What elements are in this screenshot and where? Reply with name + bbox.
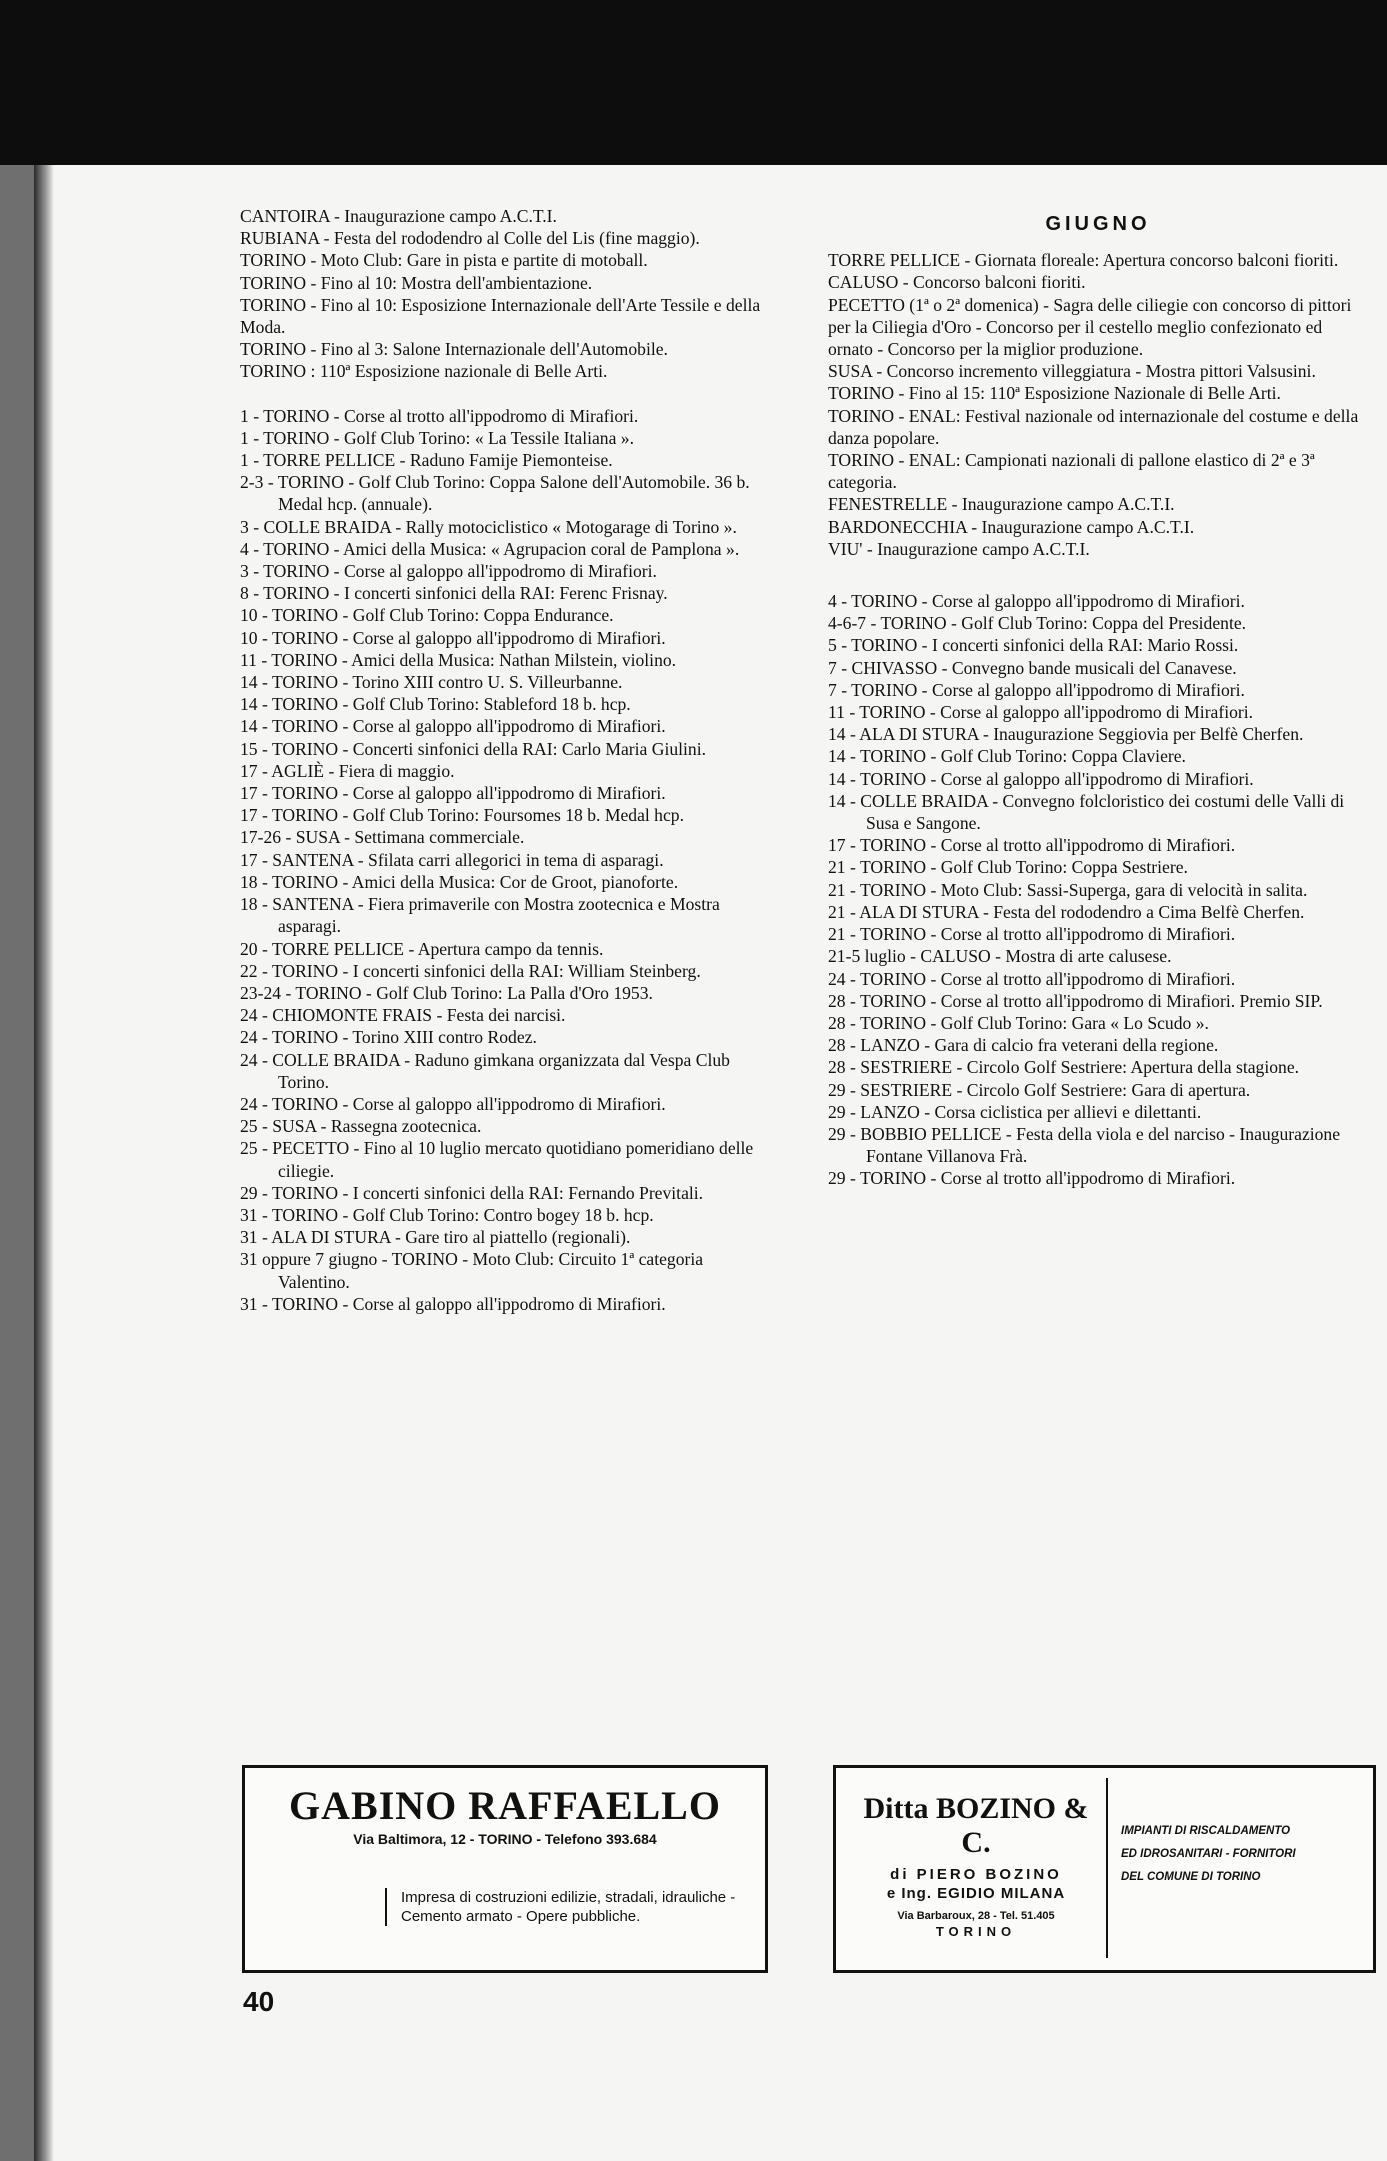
event-text: - TORINO - Amici della Musica: « Agrupacion coral de Pamplona ».: [253, 538, 740, 559]
advert-partner: e Ing. EGIDIO MILANA: [886, 1885, 1066, 1902]
event-date: 17: [828, 835, 846, 856]
scan-top-border: [0, 0, 1387, 165]
advert-gabino-raffaello: [242, 1765, 768, 1973]
event-date: 24: [240, 1005, 258, 1026]
event-entry: [828, 612, 1368, 634]
event-text: - TORINO - I concerti sinfonici della RAI: Ferenc Frisnay.: [253, 583, 668, 604]
event-entry: [240, 782, 778, 804]
event-date: 29: [240, 1182, 258, 1203]
event-text: - TORINO - Corse al trotto all'ippodromo di Mirafiori.: [850, 924, 1236, 945]
header-line: VIU' - Inaugurazione campo A.C.T.I.: [828, 538, 1090, 559]
event-entry: [828, 679, 1368, 701]
event-text: - TORINO - Golf Club Torino: Coppa Salone dell'Automobile. 36 b. Medal hcp. (annuale).: [267, 472, 750, 515]
event-entry: [240, 826, 778, 848]
event-text: - SUSA - Settimana commerciale.: [285, 827, 525, 848]
event-text: - PECETTO - Fino al 10 luglio mercato quotidiano pomeridiano delle ciliegie.: [262, 1138, 754, 1181]
event-entry: [240, 738, 778, 760]
event-text: - TORINO - Golf Club Torino: Coppa del Presidente.: [870, 613, 1247, 634]
event-entry: [828, 657, 1368, 679]
event-text: - TORRE PELLICE - Apertura campo da tennis.: [262, 938, 604, 959]
header-line: CALUSO - Concorso balconi fioriti.: [828, 272, 1086, 293]
event-date: 21-5: [828, 946, 861, 967]
right-entries-list: [828, 590, 1368, 1189]
event-text: - LANZO - Corsa ciclistica per allievi e dilettanti.: [850, 1101, 1202, 1122]
event-text: oppure 7 giugno - TORINO - Moto Club: Circuito 1ª categoria Valentino.: [262, 1249, 704, 1292]
event-date: 4: [240, 538, 249, 559]
event-date: 29: [828, 1168, 846, 1189]
event-entry: [240, 449, 778, 471]
header-line: BARDONECCHIA - Inaugurazione campo A.C.T.I.: [828, 516, 1195, 537]
event-date: 1: [240, 450, 249, 471]
event-date: 14: [828, 746, 846, 767]
event-entry: [828, 1167, 1368, 1189]
event-date: 28: [828, 1035, 846, 1056]
event-text: - TORINO - Golf Club Torino: Coppa Claviere.: [850, 746, 1186, 767]
event-entry: [240, 516, 778, 538]
event-text: - TORINO - Torino XIII contro U. S. Villeurbanne.: [262, 672, 623, 693]
event-entry: [240, 1204, 778, 1226]
header-line: RUBIANA - Festa del rododendro al Colle del Lis (fine maggio).: [240, 228, 700, 249]
event-date: 21: [828, 857, 846, 878]
event-entry: [828, 1034, 1368, 1056]
event-date: 20: [240, 938, 258, 959]
event-text: luglio - CALUSO - Mostra di arte calusese.: [864, 946, 1172, 967]
event-date: 14: [240, 716, 258, 737]
event-entry: [240, 627, 778, 649]
event-entry: [240, 427, 778, 449]
event-date: 17: [240, 760, 258, 781]
event-date: 7: [828, 679, 837, 700]
event-entry: [240, 1115, 778, 1137]
event-entry: [240, 1026, 778, 1048]
event-entry: [828, 790, 1368, 834]
event-text: - ALA DI STURA - Gare tiro al piattello (regionali).: [262, 1227, 631, 1248]
event-entry: [240, 804, 778, 826]
event-entry: [240, 893, 778, 937]
event-date: 31: [240, 1204, 258, 1225]
event-entry: [240, 1293, 778, 1315]
event-text: - TORINO - Golf Club Torino: Stableford 18 b. hcp.: [262, 694, 631, 715]
event-text: - TORINO - Corse al galoppo all'ippodromo di Mirafiori.: [262, 1293, 666, 1314]
event-date: 25: [240, 1138, 258, 1159]
header-line: TORINO - Moto Club: Gare in pista e partite di motoball.: [240, 250, 648, 271]
advert-service-line: ED IDROSANITARI - FORNITORI: [1121, 1848, 1296, 1860]
event-entry: [240, 938, 778, 960]
event-text: - TORINO - Corse al galoppo all'ippodromo di Mirafiori.: [841, 679, 1245, 700]
event-text: - COLLE BRAIDA - Raduno gimkana organizzata dal Vespa Club Torino.: [262, 1049, 730, 1092]
event-entry: [240, 560, 778, 582]
event-entry: [828, 856, 1368, 878]
event-entry: [240, 1093, 778, 1115]
advert-services: [1121, 1820, 1361, 1889]
event-text: - TORINO - Corse al galoppo all'ippodromo di Mirafiori.: [262, 627, 666, 648]
event-entry: [240, 1049, 778, 1093]
event-entry: [828, 990, 1368, 1012]
event-entry: [828, 745, 1368, 767]
event-date: 18: [240, 894, 258, 915]
event-entry: [240, 960, 778, 982]
event-text: - COLLE BRAIDA - Rally motociclistico « Motogarage di Torino ».: [253, 516, 737, 537]
event-date: 14: [828, 724, 846, 745]
event-text: - TORINO - Corse al trotto all'ippodromo di Mirafiori.: [850, 968, 1236, 989]
header-line: SUSA - Concorso incremento villeggiatura - Mostra pittori Valsusini.: [828, 361, 1316, 382]
event-date: 14: [240, 672, 258, 693]
event-entry: [828, 968, 1368, 990]
event-text: - TORINO - Corse al galoppo all'ippodromo di Mirafiori.: [849, 702, 1254, 723]
left-header-block: [240, 205, 778, 383]
event-entry: [240, 671, 778, 693]
event-date: 15: [240, 738, 258, 759]
event-entry: [828, 723, 1368, 745]
event-text: - TORINO - Corse al galoppo all'ippodromo di Mirafiori.: [262, 716, 666, 737]
event-text: - TORINO - Golf Club Torino: Gara « Lo Scudo ».: [850, 1012, 1209, 1033]
advert-address: Via Barbaroux, 28 - Tel. 51.405: [897, 1910, 1055, 1922]
event-entry: [828, 768, 1368, 790]
event-text: - TORINO - I concerti sinfonici della RAI: Mario Rossi.: [841, 635, 1239, 656]
event-entry: [240, 604, 778, 626]
event-text: - TORINO - Corse al trotto all'ippodromo di Mirafiori.: [850, 835, 1236, 856]
event-text: - TORINO - Golf Club Torino: Coppa Endurance.: [262, 605, 614, 626]
event-text: - SANTENA - Sfilata carri allegorici in tema di asparagi.: [262, 849, 664, 870]
advert-owner: di PIERO BOZINO: [890, 1866, 1062, 1883]
event-text: - SANTENA - Fiera primaverile con Mostra zootecnica e Mostra asparagi.: [262, 894, 720, 937]
event-date: 31: [240, 1227, 258, 1248]
event-entry: [240, 1004, 778, 1026]
event-date: 10: [240, 627, 258, 648]
event-text: - SESTRIERE - Circolo Golf Sestriere: Gara di apertura.: [850, 1079, 1251, 1100]
event-date: 24: [240, 1027, 258, 1048]
header-line: TORINO - ENAL: Festival nazionale od internazionale del costume e della danza popolare.: [828, 405, 1359, 448]
event-entry: [240, 1226, 778, 1248]
event-date: 14: [240, 694, 258, 715]
event-date: 11: [240, 649, 257, 670]
month-title: GIUGNO: [1045, 213, 1151, 235]
event-entry: [240, 538, 778, 560]
header-line: CANTOIRA - Inaugurazione campo A.C.T.I.: [240, 206, 557, 226]
event-date: 21: [828, 879, 846, 900]
event-entry: [828, 923, 1368, 945]
event-text: - TORRE PELLICE - Raduno Famije Piemonteise.: [253, 450, 613, 471]
header-line: TORINO - Fino al 15: 110ª Esposizione Nazionale di Belle Arti.: [828, 383, 1281, 404]
event-date: 3: [240, 561, 249, 582]
advert-description: Impresa di costruzioni edilizie, stradali, idrauliche - Cemento armato - Opere pubbliche.: [385, 1888, 761, 1926]
event-text: - TORINO - Corse al trotto all'ippodromo di Mirafiori. Premio SIP.: [850, 990, 1323, 1011]
binding-shadow: [34, 165, 54, 2161]
left-entries-list: [240, 405, 778, 1315]
event-text: - TORINO - Moto Club: Sassi-Superga, gara di velocità in salita.: [850, 879, 1308, 900]
event-date: 11: [828, 702, 845, 723]
advert-address: Via Baltimora, 12 - TORINO - Telefono 393.684: [353, 1831, 657, 1847]
event-entry: [828, 945, 1368, 967]
event-entry: [240, 760, 778, 782]
event-entry: [240, 405, 778, 427]
event-entry: [828, 879, 1368, 901]
event-text: - TORINO - Torino XIII contro Rodez.: [262, 1027, 537, 1048]
event-date: 3: [240, 516, 249, 537]
advert-service-line: DEL COMUNE DI TORINO: [1121, 1871, 1261, 1883]
event-entry: [828, 701, 1368, 723]
event-text: - LANZO - Gara di calcio fra veterani della regione.: [850, 1035, 1219, 1056]
event-date: 1: [240, 405, 249, 426]
right-column: [828, 205, 1368, 1190]
event-date: 29: [828, 1123, 846, 1144]
event-date: 29: [828, 1101, 846, 1122]
event-date: 2-3: [240, 472, 264, 493]
event-entry: [240, 1182, 778, 1204]
event-date: 22: [240, 960, 258, 981]
event-text: - COLLE BRAIDA - Convegno folcloristico dei costumi delle Valli di Susa e Sangone.: [850, 790, 1345, 834]
event-date: 10: [240, 605, 258, 626]
event-entry: [828, 901, 1368, 923]
header-line: TORINO - Fino al 3: Salone Internazionale dell'Automobile.: [240, 339, 668, 360]
event-date: 1: [240, 427, 249, 448]
event-text: - TORINO - Corse al galoppo all'ippodromo di Mirafiori.: [841, 591, 1245, 612]
event-entry: [828, 1123, 1368, 1167]
event-date: 31: [240, 1293, 258, 1314]
event-entry: [828, 634, 1368, 656]
event-date: 24: [240, 1093, 258, 1114]
event-entry: [828, 1012, 1368, 1034]
event-date: 14: [828, 768, 846, 789]
event-text: - TORINO - Corse al galoppo all'ippodromo di Mirafiori.: [850, 768, 1254, 789]
event-entry: [828, 1079, 1368, 1101]
event-date: 31: [240, 1249, 258, 1270]
advert-ditta-bozino: [833, 1765, 1376, 1973]
event-date: 28: [828, 1012, 846, 1033]
event-date: 14: [828, 790, 846, 811]
event-entry: [828, 1056, 1368, 1078]
event-date: 4: [828, 591, 837, 612]
event-text: - ALA DI STURA - Festa del rododendro a Cima Belfè Cherfen.: [850, 901, 1305, 922]
event-text: - CHIVASSO - Convegno bande musicali del Canavese.: [841, 657, 1237, 678]
event-date: 28: [828, 990, 846, 1011]
event-text: - TORINO - Corse al trotto all'ippodromo di Mirafiori.: [253, 405, 639, 426]
event-text: - CHIOMONTE FRAIS - Festa dei narcisi.: [262, 1005, 566, 1026]
event-date: 28: [828, 1057, 846, 1078]
header-line: TORINO - Fino al 10: Esposizione Internazionale dell'Arte Tessile e della Moda.: [240, 294, 761, 338]
event-date: 24: [828, 968, 846, 989]
event-entry: [240, 649, 778, 671]
event-text: - TORINO - Golf Club Torino: Coppa Sestriere.: [850, 857, 1188, 878]
event-text: - TORINO - Golf Club Torino: « La Tessile Italiana ».: [253, 427, 635, 448]
event-text: - TORINO - Corse al galoppo all'ippodromo di Mirafiori.: [253, 561, 657, 582]
event-date: 21: [828, 924, 846, 945]
left-column: [240, 205, 778, 1315]
event-date: 17-26: [240, 827, 282, 848]
event-date: 17: [240, 849, 258, 870]
header-line: PECETTO (1ª o 2ª domenica) - Sagra delle ciliegie con concorso di pittori per la Ciliegia d'Oro - Concorso per il cestello meglio confezionato ed ornato - Concorso per la miglior produzione.: [828, 294, 1352, 360]
header-line: TORRE PELLICE - Giornata floreale: Apertura concorso balconi fioriti.: [828, 250, 1339, 271]
event-text: - ALA DI STURA - Inaugurazione Seggiovia per Belfè Cherfen.: [850, 724, 1304, 745]
header-line: TORINO - ENAL: Campionati nazionali di pallone elastico di 2ª e 3ª categoria.: [828, 450, 1315, 493]
event-text: - SESTRIERE - Circolo Golf Sestriere: Apertura della stagione.: [850, 1057, 1300, 1078]
event-date: 17: [240, 805, 258, 826]
event-entry: [240, 582, 778, 604]
event-date: 23-24: [240, 982, 282, 1003]
event-entry: [240, 693, 778, 715]
event-text: - TORINO - Amici della Musica: Cor de Groot, pianoforte.: [262, 871, 679, 892]
event-text: - BOBBIO PELLICE - Festa della viola e del narciso - Inaugurazione Fontane Villanova Frà.: [850, 1123, 1341, 1167]
page-number: 40: [243, 1986, 275, 2017]
advert-company-name: Ditta BOZINO & C.: [863, 1792, 1089, 1859]
event-entry: [828, 590, 1368, 612]
event-text: - TORINO - Concerti sinfonici della RAI: Carlo Maria Giulini.: [262, 738, 707, 759]
header-line: FENESTRELLE - Inaugurazione campo A.C.T.I.: [828, 494, 1175, 515]
event-text: - TORINO - I concerti sinfonici della RAI: Fernando Previtali.: [262, 1182, 704, 1203]
event-text: - TORINO - Golf Club Torino: La Palla d'Oro 1953.: [285, 982, 653, 1003]
event-date: 18: [240, 871, 258, 892]
header-line: TORINO - Fino al 10: Mostra dell'ambientazione.: [240, 272, 593, 293]
event-entry: [240, 715, 778, 737]
advert-company-block: [846, 1778, 1108, 1958]
event-entry: [240, 871, 778, 893]
event-entry: [240, 471, 778, 515]
event-text: - TORINO - Golf Club Torino: Foursomes 18 b. Medal hcp.: [262, 805, 684, 826]
advert-service-line: IMPIANTI DI RISCALDAMENTO: [1121, 1825, 1291, 1837]
event-date: 17: [240, 783, 258, 804]
event-entry: [240, 1137, 778, 1181]
event-date: 4-6-7: [828, 613, 867, 634]
event-date: 24: [240, 1049, 258, 1070]
event-entry: [240, 1248, 778, 1292]
advert-city: TORINO: [935, 1924, 1017, 1939]
advert-title: GABINO RAFFAELLO: [289, 1783, 721, 1828]
event-text: - AGLIÈ - Fiera di maggio.: [262, 760, 455, 781]
event-date: 25: [240, 1116, 258, 1137]
event-text: - TORINO - I concerti sinfonici della RAI: William Steinberg.: [262, 960, 701, 981]
event-date: 21: [828, 901, 846, 922]
header-line: TORINO : 110ª Esposizione nazionale di Belle Arti.: [240, 361, 608, 382]
event-date: 8: [240, 583, 249, 604]
event-entry: [828, 1101, 1368, 1123]
event-entry: [240, 982, 778, 1004]
event-date: 7: [828, 657, 837, 678]
right-header-block: [828, 249, 1368, 560]
event-text: - TORINO - Golf Club Torino: Contro bogey 18 b. hcp.: [262, 1204, 654, 1225]
event-date: 29: [828, 1079, 846, 1100]
event-entry: [828, 834, 1368, 856]
event-entry: [240, 849, 778, 871]
event-text: - TORINO - Corse al galoppo all'ippodromo di Mirafiori.: [262, 1093, 666, 1114]
event-text: - TORINO - Amici della Musica: Nathan Milstein, violino.: [261, 649, 677, 670]
event-text: - SUSA - Rassegna zootecnica.: [262, 1116, 482, 1137]
event-text: - TORINO - Corse al galoppo all'ippodromo di Mirafiori.: [262, 783, 666, 804]
event-date: 5: [828, 635, 837, 656]
event-text: - TORINO - Corse al trotto all'ippodromo di Mirafiori.: [850, 1168, 1236, 1189]
